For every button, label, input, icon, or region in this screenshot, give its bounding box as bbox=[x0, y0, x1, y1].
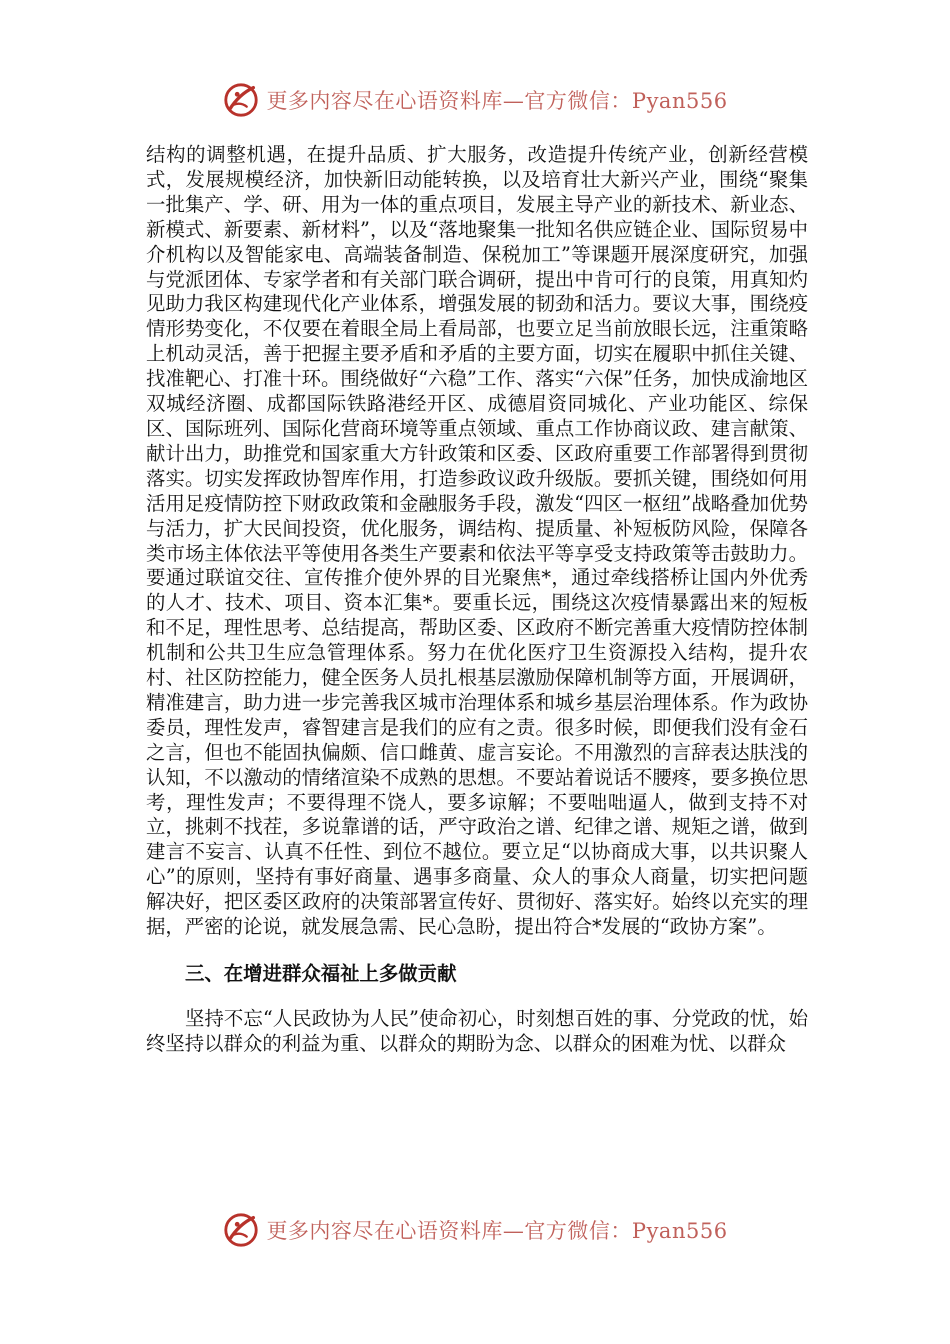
document-body bbox=[146, 143, 808, 1057]
header-watermark bbox=[0, 80, 950, 120]
watermark-text: 更多内容尽在心语资料库—官方微信：Pyan556 bbox=[266, 1219, 728, 1243]
body-paragraph: 坚持不忘“人民政协为人民”使命初心，时刻想百姓的事、分党政的忧，始终坚持以群众的利益为重、以群众的期盼为念、以群众的困难为忧、以群众 bbox=[146, 1006, 808, 1055]
red-brush-logo-icon bbox=[222, 81, 260, 119]
section-heading: 三、在增进群众福祉上多做贡献 bbox=[185, 962, 457, 985]
red-brush-logo-icon bbox=[222, 1211, 260, 1249]
watermark-text: 更多内容尽在心语资料库—官方微信：Pyan556 bbox=[266, 89, 728, 113]
body-paragraph: 结构的调整机遇，在提升品质、扩大服务，改造提升传统产业，创新经营模式，发展规模经济，加快新旧动能转换，以及培育壮大新兴产业，围绕“聚集一批集产、学、研、用为一体的重点项目，发展主导产业的新技术、新业态、新模式、新要素、新材料”，以及“落地聚集一批知名供应链企业、国际贸易中介机构以及智能家电、高端装备制造、保税加工”等课题开展深度研究，加强与党派团体、专家学者和有关部门联合调研，提出中肯可行的良策，用真知灼见助力我区构建现代化产业体系，增强发展的韧劲和活力。要议大事，围绕疫情形势变化，不仅要在着眼全局上看局部，也要立足当前放眼长远，注重策略上机动灵活，善于把握主要矛盾和矛盾的主要方面，切实在履职中抓住关键、找准靶心、打准十环。围绕做好“六稳”工作、落实“六保”任务，加快成渝地区双城经济圈、成都国际铁路港经开区、成德眉资同城化、产业功能区、综保区、国际班列、国际化营商环境等重点领域、重点工作协商议政、建言献策、献计出力，助推党和国家重大方针政策和区委、区政府重要工作部署得到贯彻落实。切实发挥政协智库作用，打造参政议政升级版。要抓关键，围绕如何用活用足疫情防控下财政政策和金融服务手段，激发“四区一枢纽”战略叠加优势与活力，扩大民间投资，优化服务，调结构、提质量、补短板防风险，保障各类市场主体依法平等使用各类生产要素和依法平等享受支持政策等击鼓助力。要通过联谊交往、宣传推介使外界的目光聚焦*，通过牵线搭桥让国内外优秀的人才、技术、项目、资本汇集*。要重长远，围绕这次疫情暴露出来的短板和不足，理性思考、总结提高，帮助区委、区政府不断完善重大疫情防控体制机制和公共卫生应急管理体系。努力在优化医疗卫生资源投入结构，提升农村、社区防控能力，健全医务人员扎根基层激励保障机制等方面，开展调研，精准建言，助力进一步完善我区城市治理体系和城乡基层治理体系。作为政协委员，理性发声，睿智建言是我们的应有之责。很多时候，即便我们没有金石之言，但也不能固执偏颇、信口雌黄、虚言妄论。不用激烈的言辞表达肤浅的认知，不以激动的情绪渲染不成熟的思想。不要站着说话不腰疼，要多换位思考，理性发声；不要得理不饶人，要多谅解；不要咄咄逼人，做到支持不对立，挑刺不找茬，多说靠谱的话，严守政治之谱、纪律之谱、规矩之谱，做到建言不妄言、认真不任性、到位不越位。要立足“以协商成大事，以共识聚人心”的原则，坚持有事好商量、遇事多商量、众人的事众人商量，切实把问题解决好，把区委区政府的决策部署宣传好、贯彻好、落实好。始终以充实的理据，严密的论说，就发展急需、民心急盼，提出符合*发展的“政协方案”。 bbox=[146, 143, 808, 939]
footer-watermark bbox=[0, 1210, 950, 1250]
